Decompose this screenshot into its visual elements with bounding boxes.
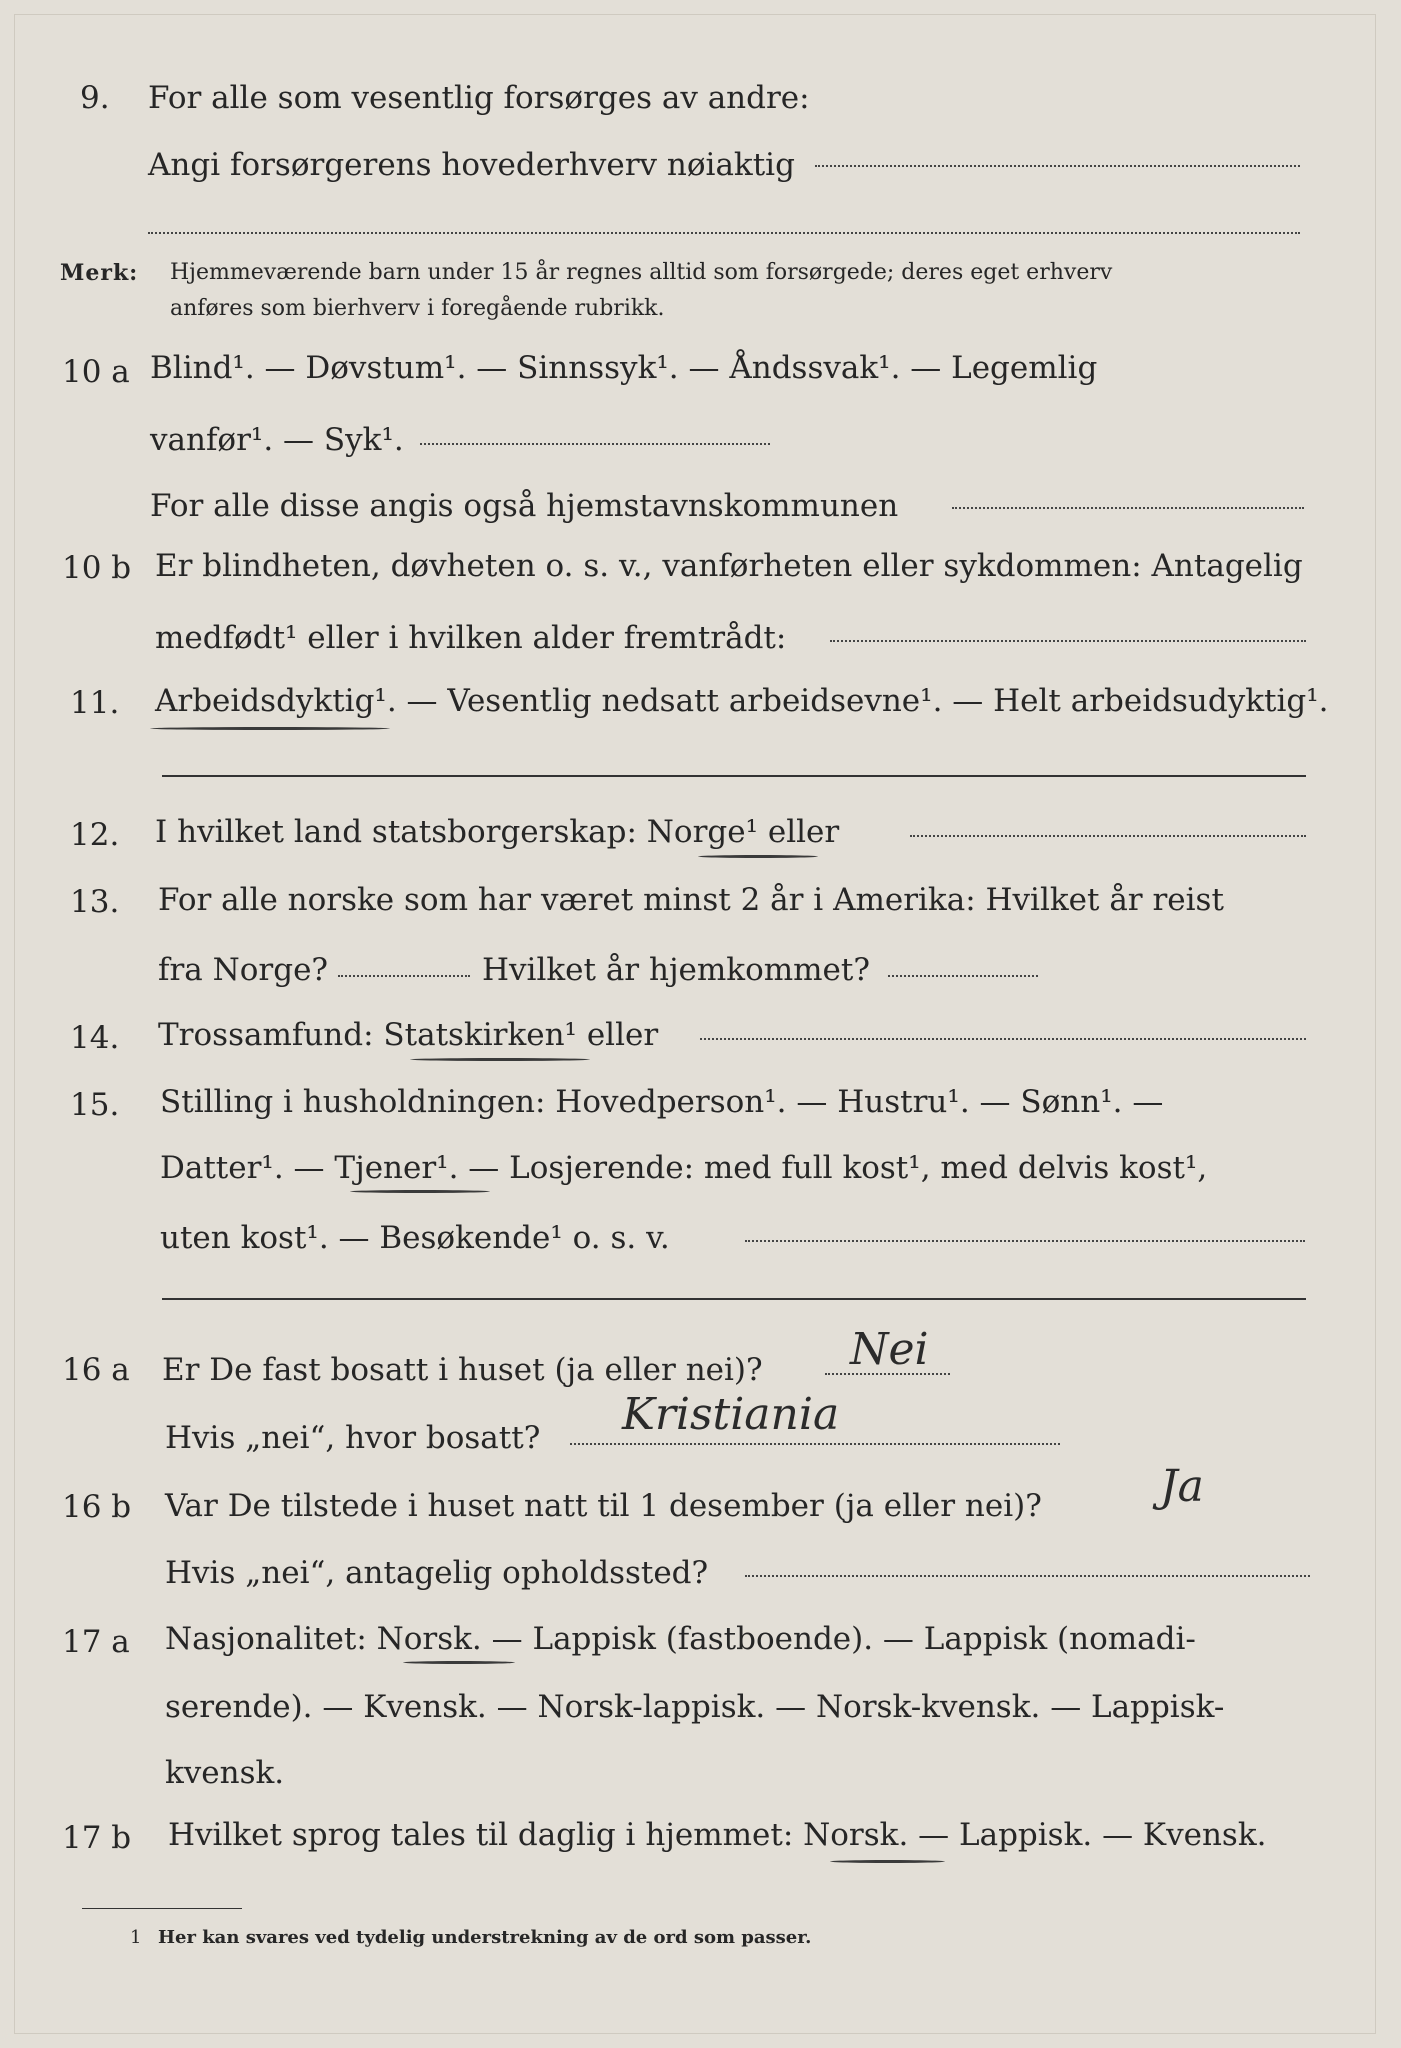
- q14-underline-mark: [410, 1058, 590, 1061]
- q11-answer-line: [162, 775, 1306, 777]
- q9-line1: For alle som vesentlig forsørges av andre:: [148, 80, 810, 116]
- q16a-handwritten-answer: Nei: [850, 1324, 929, 1375]
- q9-answer-line-2: [148, 232, 1300, 234]
- q15-answer-line-2: [162, 1298, 1306, 1300]
- q10a-line3: For alle disse angis også hjemstavnskommunen: [150, 488, 899, 524]
- q16a-handwritten-residence: Kristiania: [622, 1389, 840, 1440]
- q13-departure-line: [338, 975, 470, 977]
- q16b-line1: Var De tilstede i huset natt til 1 desember (ja eller nei)?: [165, 1488, 1042, 1524]
- q10a-line2: vanfør¹. — Syk¹.: [150, 422, 404, 458]
- q13-line2a: fra Norge?: [158, 952, 329, 988]
- item-number-10a: 10 a: [62, 354, 130, 390]
- q14-text: Trossamfund: Statskirken¹ eller: [158, 1017, 659, 1053]
- q15-line2: Datter¹. — Tjener¹. — Losjerende: med full kost¹, med delvis kost¹,: [160, 1150, 1208, 1186]
- q13-return-line: [888, 975, 1038, 977]
- q10a-hometown-line: [952, 507, 1304, 509]
- q9-line2: Angi forsørgerens hovederhverv nøiaktig: [148, 147, 795, 183]
- q13-line1: For alle norske som har været minst 2 år i Amerika: Hvilket år reist: [158, 882, 1224, 918]
- item-number-9: 9.: [80, 80, 110, 116]
- q15-line1: Stilling i husholdningen: Hovedperson¹. — Hustru¹. — Sønn¹. —: [160, 1084, 1164, 1120]
- item-number-11: 11.: [70, 685, 120, 721]
- q16b-line2: Hvis „nei“, antagelig opholdssted?: [165, 1555, 709, 1591]
- q12-underline-mark: [698, 855, 818, 858]
- q15-line3: uten kost¹. — Besøkende¹ o. s. v.: [160, 1220, 670, 1256]
- q16b-answer-line: [745, 1575, 1310, 1577]
- q16b-handwritten-answer: Ja: [1160, 1461, 1204, 1512]
- q10a-line1: Blind¹. — Døvstum¹. — Sinnssyk¹. — Åndssvak¹. — Legemlig: [150, 350, 1098, 386]
- merk-line2: anføres som bierhverv i foregående rubrikk.: [170, 296, 665, 321]
- q14-answer-line: [700, 1038, 1306, 1040]
- q12-text: I hvilket land statsborgerskap: Norge¹ eller: [155, 814, 840, 850]
- q17a-line1: Nasjonalitet: Norsk. — Lappisk (fastboende). — Lappisk (nomadi-: [165, 1621, 1196, 1657]
- footnote-rule: [82, 1908, 242, 1909]
- item-number-13: 13.: [70, 884, 120, 920]
- item-number-17b: 17 b: [62, 1820, 132, 1856]
- item-number-14: 14.: [70, 1020, 120, 1056]
- merk-label: Merk:: [60, 260, 139, 286]
- item-number-15: 15.: [70, 1087, 120, 1123]
- q15-underline-mark: [350, 1190, 490, 1193]
- q10b-answer-line: [830, 640, 1306, 642]
- footnote-mark: 1: [130, 1927, 142, 1948]
- q12-answer-line: [910, 835, 1306, 837]
- q13-line2b: Hvilket år hjemkommet?: [482, 952, 870, 988]
- item-number-17a: 17 a: [62, 1624, 130, 1660]
- q15-answer-line: [745, 1240, 1305, 1242]
- item-number-16a: 16 a: [62, 1352, 130, 1388]
- q16a-line2: Hvis „nei“, hvor bosatt?: [165, 1420, 541, 1456]
- q10b-line2: medfødt¹ eller i hvilken alder fremtrådt:: [155, 620, 787, 656]
- q17a-underline-mark: [403, 1661, 515, 1664]
- q17b-underline-mark: [830, 1860, 945, 1863]
- item-number-12: 12.: [70, 817, 120, 853]
- q17a-line2: serende). — Kvensk. — Norsk-lappisk. — Norsk-kvensk. — Lappisk-: [165, 1689, 1225, 1725]
- q11-text: Arbeidsdyktig¹. — Vesentlig nedsatt arbeidsevne¹. — Helt arbeidsudyktig¹.: [155, 683, 1329, 719]
- item-number-10b: 10 b: [62, 550, 132, 586]
- q10a-answer-line: [420, 443, 770, 445]
- q10b-line1: Er blindheten, døvheten o. s. v., vanførheten eller sykdommen: Antagelig: [155, 548, 1303, 584]
- q16a-residence-line: [570, 1443, 1060, 1445]
- merk-line1: Hjemmeværende barn under 15 år regnes alltid som forsørgede; deres eget erhverv: [170, 260, 1113, 285]
- q16a-line1: Er De fast bosatt i huset (ja eller nei)?: [162, 1352, 763, 1388]
- footnote-text: Her kan svares ved tydelig understrekning av de ord som passer.: [158, 1927, 812, 1948]
- q17b-text: Hvilket sprog tales til daglig i hjemmet: Norsk. — Lappisk. — Kvensk.: [168, 1817, 1267, 1853]
- item-number-16b: 16 b: [62, 1489, 132, 1525]
- q11-underline-mark: [150, 727, 390, 730]
- q17a-line3: kvensk.: [165, 1755, 285, 1791]
- q9-answer-line: [815, 165, 1300, 167]
